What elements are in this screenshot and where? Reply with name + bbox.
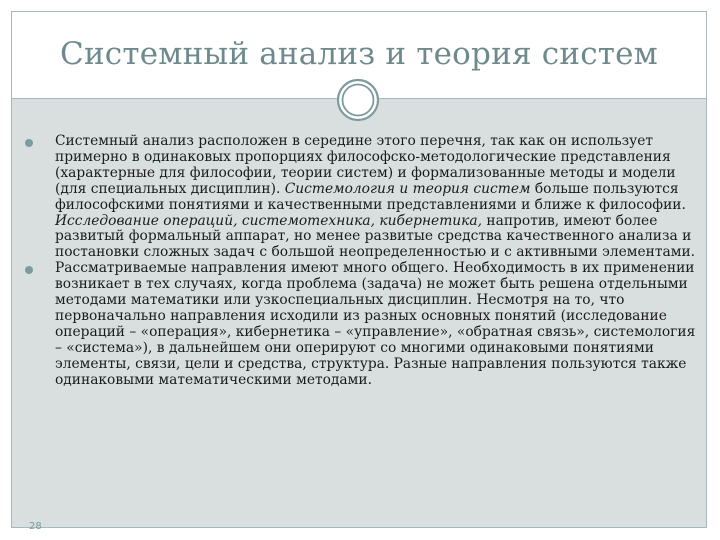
bullet-text: Системный анализ расположен в середине этого перечня, так как он использует примерно в одинаковых пропорциях философско-методологические представления (характерные для философии, теории систем) и формализованные методы и модели (для специальных дисциплин). [55,133,676,197]
bullet-text-italic: Системология и теория систем [284,180,531,197]
circle-bullet-icon [25,266,33,274]
page-number: 28 [29,521,42,532]
bullet-text: Рассматриваемые направления имеют много общего. Необходимость в их применении возникает в тех случаях, когда проблема (задача) не может быть решена отдельными методами математики или узкоспециальных дисциплин. Несмотря на то, что первоначально направления исходили из разных основных понятий (исследование операций – «операция», кибернетика – «управление», «обратная связь», системология – «система»), в дальнейшем они оперируют со многими одинаковыми понятиями элементы, связи, цели и средства, структура. Разные направления пользуются также одинаковыми математическими методами. [55,260,696,388]
circle-bullet-icon [25,139,33,147]
bullet-item [16,261,700,388]
double-ring-ornament-icon [336,78,380,122]
content-area [12,99,706,532]
bullet-list [16,134,700,389]
slide-frame [11,11,707,532]
bullet-item [16,134,700,261]
bullet-text: напротив, имеют более развитый формальный аппарат, но менее развитые средства качественного анализа и постановки сложных задач с большой неопределенностью и с активными элементами. [55,212,696,261]
bullet-text: больше пользуются философскими понятиями и качественными представлениями и ближе к философии. [55,180,686,213]
slide-title: Системный анализ и теория систем [60,36,658,72]
bullet-text-italic: Исследование операций, системотехника, кибернетика, [55,212,483,229]
